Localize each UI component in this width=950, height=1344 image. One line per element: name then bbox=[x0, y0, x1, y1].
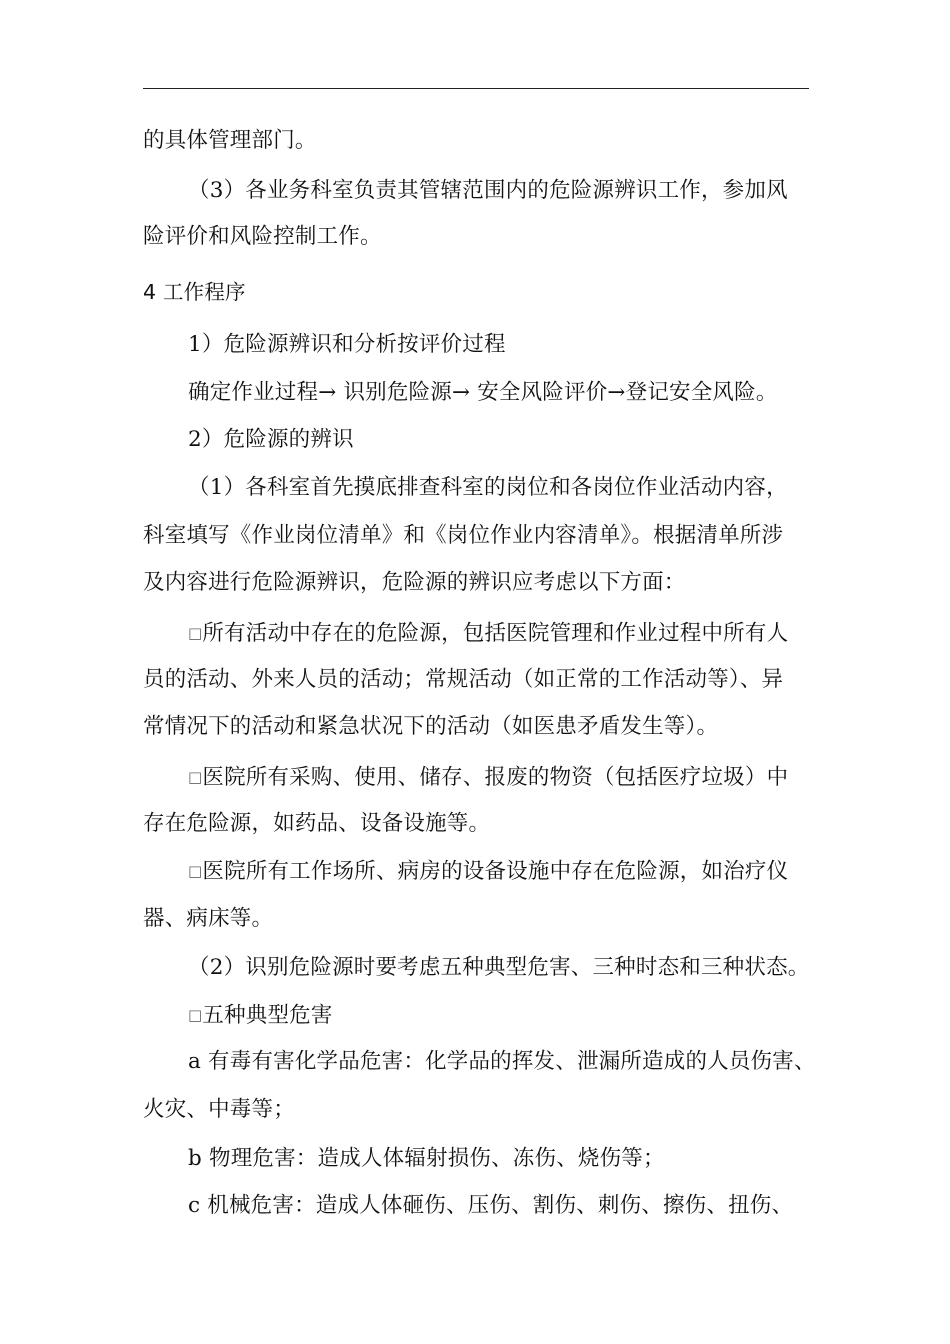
paragraph-line: 火灾、中毒等； bbox=[143, 1097, 295, 1122]
bullet-text: 所有活动中存在的危险源，包括医院管理和作业过程中所有人 bbox=[202, 621, 789, 646]
paragraph-line: （3）各业务科室负责其管辖范围内的危险源辨识工作，参加风 bbox=[188, 178, 788, 203]
bullet-line bbox=[188, 856, 858, 886]
paragraph-line: 科室填写《作业岗位清单》和《岗位作业内容清单》。根据清单所涉 bbox=[143, 523, 784, 548]
paragraph-line: （2）识别危险源时要考虑五种典型危害、三种时态和三种状态。 bbox=[188, 955, 810, 980]
section-heading: 4 工作程序 bbox=[143, 280, 246, 304]
paragraph-line: 2）危险源的辨识 bbox=[188, 427, 354, 452]
bullet-box-icon: □ bbox=[188, 862, 203, 880]
paragraph-line: 的具体管理部门。 bbox=[143, 128, 317, 153]
paragraph-line: c 机械危害：造成人体砸伤、压伤、割伤、刺伤、擦伤、扭伤、 bbox=[188, 1193, 794, 1218]
bullet-text: 医院所有采购、使用、储存、报废的物资（包括医疗垃圾）中 bbox=[202, 765, 789, 790]
bullet-box-icon: □ bbox=[188, 1006, 203, 1024]
paragraph-line: 及内容进行危险源辨识，危险源的辨识应考虑以下方面： bbox=[143, 570, 686, 595]
bullet-line bbox=[188, 762, 858, 792]
paragraph-line: 存在危险源，如药品、设备设施等。 bbox=[143, 811, 491, 836]
paragraph-line: 常情况下的活动和紧急状况下的活动（如医患矛盾发生等）。 bbox=[143, 714, 719, 739]
paragraph-line: （1）各科室首先摸底排查科室的岗位和各岗位作业活动内容， bbox=[188, 475, 788, 500]
paragraph-line: 险评价和风险控制工作。 bbox=[143, 224, 382, 249]
bullet-text: 医院所有工作场所、病房的设备设施中存在危险源，如治疗仪 bbox=[202, 859, 789, 884]
paragraph-line: a 有毒有害化学品危害：化学品的挥发、泄漏所造成的人员伤害、 bbox=[188, 1049, 816, 1074]
bullet-text: 五种典型危害 bbox=[202, 1003, 333, 1028]
paragraph-line: 确定作业过程→ 识别危险源→ 安全风险评价→登记安全风险。 bbox=[188, 380, 778, 405]
paragraph-line: 器、病床等。 bbox=[143, 906, 274, 931]
header-rule bbox=[143, 88, 809, 89]
paragraph-line: 员的活动、外来人员的活动；常规活动（如正常的工作活动等）、异 bbox=[143, 667, 784, 692]
bullet-line bbox=[188, 1000, 858, 1030]
paragraph-line: 1）危险源辨识和分析按评价过程 bbox=[188, 332, 506, 357]
bullet-box-icon: □ bbox=[188, 768, 203, 786]
paragraph-line: b 物理危害：造成人体辐射损伤、冻伤、烧伤等； bbox=[188, 1146, 665, 1171]
bullet-line bbox=[188, 618, 858, 648]
bullet-box-icon: □ bbox=[188, 624, 203, 642]
